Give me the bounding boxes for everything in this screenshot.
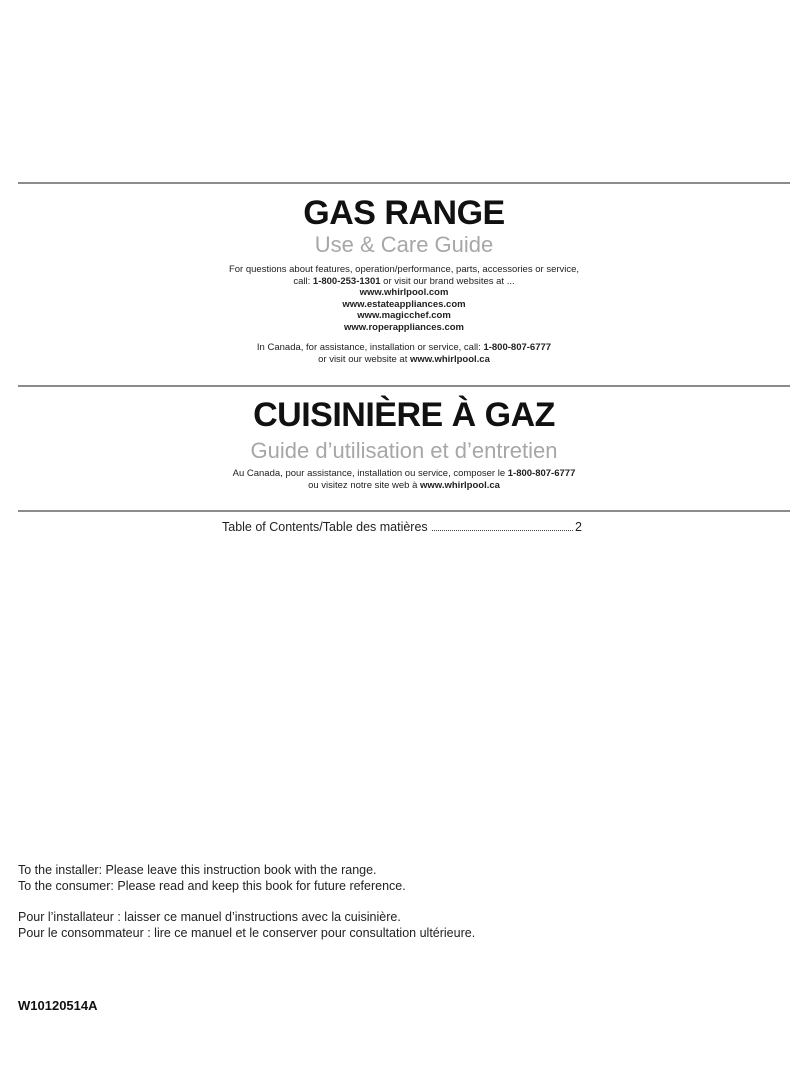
divider-bottom bbox=[18, 510, 790, 512]
website-link-whirlpool[interactable]: www.whirlpool.com bbox=[359, 287, 449, 298]
questions-line: For questions about features, operation/performance, parts, accessories or service, bbox=[228, 264, 580, 275]
canada-website-link[interactable]: www.whirlpool.ca bbox=[409, 353, 490, 365]
french-web-prefix: ou visitez notre site web à bbox=[308, 479, 421, 491]
divider-top bbox=[18, 182, 790, 184]
french-phone: 1-800-807-6777 bbox=[507, 468, 576, 479]
part-number: W10120514A bbox=[18, 998, 98, 1013]
consumer-note-en: To the consumer: Please read and keep this book for future reference. bbox=[18, 879, 406, 893]
canada-call-prefix: In Canada, for assistance, installation or service, call: bbox=[256, 342, 484, 353]
toc-leader-dots bbox=[432, 530, 573, 531]
canada-call-line bbox=[0, 342, 808, 354]
french-web-line bbox=[0, 480, 808, 492]
english-contact-block bbox=[0, 264, 808, 333]
page-subtitle: Use & Care Guide bbox=[314, 232, 494, 257]
english-notes bbox=[18, 862, 406, 894]
english-header bbox=[0, 196, 808, 230]
french-call-prefix: Au Canada, pour assistance, installation ou service, composer le bbox=[232, 468, 508, 479]
website-link-roper[interactable]: www.roperappliances.com bbox=[343, 321, 465, 333]
french-website-link[interactable]: www.whirlpool.ca bbox=[420, 479, 500, 491]
french-header bbox=[0, 398, 808, 432]
canada-web-prefix: or visit our website at bbox=[318, 353, 410, 365]
consumer-note-fr: Pour le consommateur : lire ce manuel et le conserver pour consultation ultérieure. bbox=[18, 926, 476, 940]
toc-entry[interactable] bbox=[222, 520, 582, 534]
us-phone: 1-800-253-1301 bbox=[312, 275, 381, 287]
divider-middle bbox=[18, 385, 790, 387]
page-title: GAS RANGE bbox=[303, 194, 505, 232]
website-link-estate[interactable]: www.estateappliances.com bbox=[342, 298, 466, 310]
call-line bbox=[0, 276, 808, 288]
english-subtitle-wrap bbox=[0, 234, 808, 256]
toc-page-number: 2 bbox=[575, 520, 582, 534]
french-notes bbox=[18, 909, 475, 941]
call-suffix: or visit our brand websites at ... bbox=[380, 275, 515, 287]
installer-note-fr: Pour l’installateur : laisser ce manuel d’instructions avec la cuisinière. bbox=[18, 910, 401, 924]
french-title: CUISINIÈRE À GAZ bbox=[253, 396, 555, 434]
french-call-line bbox=[0, 468, 808, 480]
canada-web-line bbox=[0, 354, 808, 366]
french-subtitle-wrap bbox=[0, 440, 808, 462]
call-prefix: call: bbox=[293, 275, 313, 287]
english-canada-block bbox=[0, 342, 808, 365]
french-canada-block bbox=[0, 468, 808, 491]
canada-phone: 1-800-807-6777 bbox=[483, 342, 552, 353]
french-subtitle: Guide d’utilisation et d’entretien bbox=[250, 438, 558, 463]
toc-label: Table of Contents/Table des matières bbox=[222, 520, 428, 534]
installer-note-en: To the installer: Please leave this instruction book with the range. bbox=[18, 863, 377, 877]
website-link-magicchef[interactable]: www.magicchef.com bbox=[357, 310, 451, 321]
